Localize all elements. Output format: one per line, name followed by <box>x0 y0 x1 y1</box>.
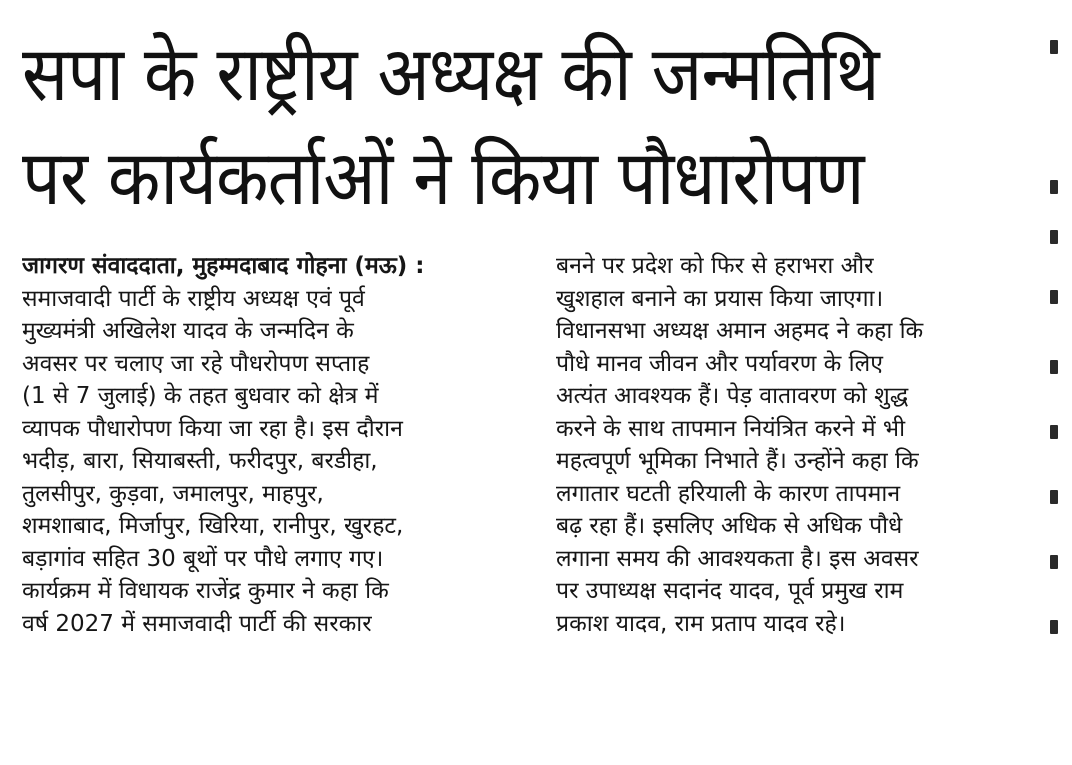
body-line: व्यापक पौधारोपण किया जा रहा है। इस दौरान <box>22 415 403 442</box>
body-line: महत्वपूर्ण भूमिका निभाते हैं। उन्होंने कहा कि <box>556 448 919 474</box>
edge-mark <box>1050 555 1058 569</box>
headline <box>22 22 949 230</box>
edge-mark <box>1050 290 1058 304</box>
body-line: कार्यक्रम में विधायक राजेंद्र कुमार ने कहा कि <box>22 578 389 604</box>
body-line: करने के साथ तापमान नियंत्रित करने में भी <box>556 415 906 442</box>
edge-mark <box>1050 620 1058 634</box>
body-line: भदीड़, बारा, सियाबस्ती, फरीदपुर, बरडीहा, <box>22 448 378 474</box>
body-line: (1 से 7 जुलाई) के तहत बुधवार को क्षेत्र में <box>22 383 379 409</box>
body-line: तुलसीपुर, कुड़वा, जमालपुर, माहपुर, <box>22 480 324 507</box>
headline-line-1: सपा के राष्ट्रीय अध्यक्ष की जन्मतिथि <box>22 29 879 118</box>
body-line: पौधे मानव जीवन और पर्यावरण के लिए <box>556 350 883 377</box>
article-column-left <box>22 250 520 640</box>
body-line: लगातार घटती हरियाली के कारण तापमान <box>556 480 901 507</box>
edge-mark <box>1050 425 1058 439</box>
dateline: जागरण संवाददाता, मुहम्मदाबाद गोहना (मऊ) : <box>22 253 425 279</box>
body-line: बनने पर प्रदेश को फिर से हराभरा और <box>556 253 874 279</box>
body-line: अत्यंत आवश्यक हैं। पेड़ वातावरण को शुद्ध <box>556 383 909 409</box>
body-line: पर उपाध्यक्ष सदानंद यादव, पूर्व प्रमुख राम <box>556 578 904 604</box>
body-line: मुख्यमंत्री अखिलेश यादव के जन्मदिन के <box>22 318 354 344</box>
headline-line-2: पर कार्यकर्ताओं ने किया पौधारोपण <box>22 133 864 222</box>
body-line: लगाना समय की आवश्यकता है। इस अवसर <box>556 545 919 572</box>
body-line: बड़ागांव सहित 30 बूथों पर पौधे लगाए गए। <box>22 545 384 572</box>
body-line: प्रकाश यादव, राम प्रताप यादव रहे। <box>556 610 846 637</box>
body-line: विधानसभा अध्यक्ष अमान अहमद ने कहा कि <box>556 318 924 344</box>
body-line: वर्ष 2027 में समाजवादी पार्टी की सरकार <box>22 610 372 637</box>
body-line: शमशाबाद, मिर्जापुर, खिरिया, रानीपुर, खुरहट, <box>22 513 404 539</box>
edge-mark <box>1050 40 1058 54</box>
edge-mark <box>1050 360 1058 374</box>
article-column-right <box>556 250 1034 640</box>
edge-mark <box>1050 490 1058 504</box>
edge-mark <box>1050 180 1058 194</box>
body-line: समाजवादी पार्टी के राष्ट्रीय अध्यक्ष एवं पूर्व <box>22 285 365 312</box>
body-line: बढ़ रहा हैं। इसलिए अधिक से अधिक पौधे <box>556 513 903 539</box>
body-line: अवसर पर चलाए जा रहे पौधरोपण सप्ताह <box>22 350 370 377</box>
adjacent-column-edge <box>1050 40 1062 680</box>
body-line: खुशहाल बनाने का प्रयास किया जाएगा। <box>556 285 884 312</box>
edge-mark <box>1050 230 1058 244</box>
